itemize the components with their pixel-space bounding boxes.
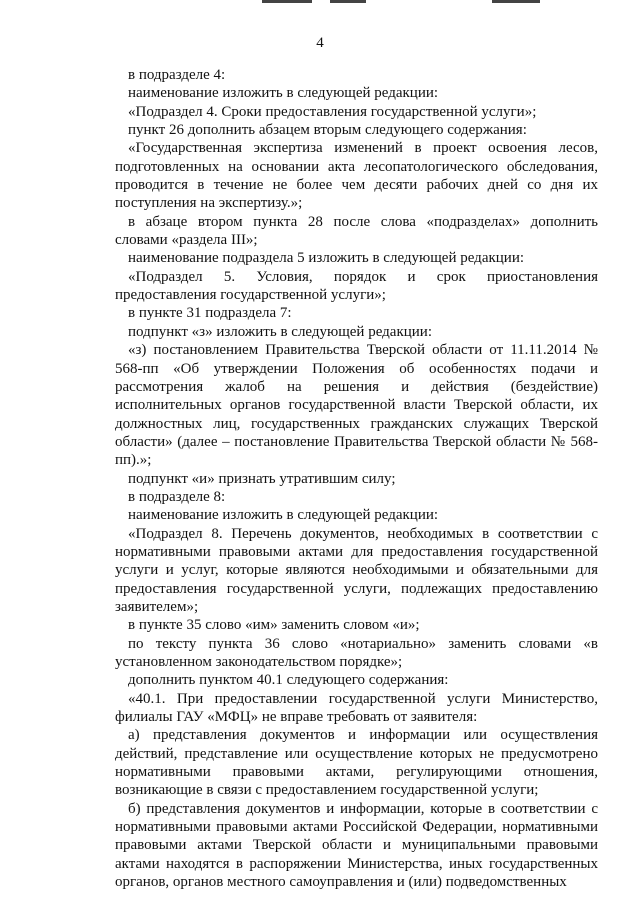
paragraph: в абзаце втором пункта 28 после слова «подразделах» дополнить словами «раздела III»; [115, 213, 598, 249]
paragraph: наименование подраздела 5 изложить в следующей редакции: [128, 250, 525, 267]
paragraph: наименование изложить в следующей редакции: [128, 85, 439, 102]
paragraph: б) представления документов и информации, которые в соответствии с нормативными правовыми актами Российской Федерации, нормативными правовыми актами Тверской области и муниципальными правовыми актами находятся в распоряжении Министерства, иных государственных органов, органов местного самоуправления и (или) подведомственных [115, 800, 598, 891]
paragraph: в пункте 35 слово «им» заменить словом «и»; [128, 617, 420, 634]
page-number: 4 [316, 35, 324, 51]
scan-top-edge-marks [0, 0, 640, 6]
paragraph: в пункте 31 подраздела 7: [128, 305, 292, 322]
paragraph: по тексту пункта 36 слово «нотариально» заменить словами «в установленном законодательством порядке»; [115, 635, 598, 670]
paragraph: «40.1. При предоставлении государственной услуги Министерство, филиалы ГАУ «МФЦ» не вправе требовать от заявителя: [115, 690, 598, 726]
paragraph: подпункт «и» признать утратившим силу; [128, 470, 396, 487]
paragraph: дополнить пунктом 40.1 следующего содержания: [128, 672, 449, 689]
paragraph: «Подраздел 8. Перечень документов, необходимых в соответствии с нормативными правовыми актами для предоставления государственной услуги и услуг, которые являются необходимыми и обязательными для предоставления государственной услуги, подлежащих предоставлению заявителем»; [115, 525, 598, 615]
paragraph: а) представления документов и информации или осуществления действий, представление или осуществление которых не предусмотрено нормативными правовыми актами, регулирующими отношения, возникающие в связи с предоставлением государственной услуги; [115, 727, 598, 799]
paragraph: в подразделе 4: [128, 67, 226, 83]
paragraph: «Подраздел 5. Условия, порядок и срок приостановления предоставления государственной услуги»; [115, 268, 598, 304]
paragraph: наименование изложить в следующей редакции: [128, 507, 439, 524]
paragraph: подпункт «з» изложить в следующей редакции: [128, 323, 432, 340]
paragraph: «Подраздел 4. Сроки предоставления государственной услуги»; [128, 103, 537, 120]
paragraph: «з) постановлением Правительства Тверской области от 11.11.2014 № 568-пп «Об утверждении Положения об особенностях подачи и рассмотрения жалоб на решения и действия (бездействие) исполнительных органов государственной власти Тверской области, их должностных лиц, государственных гражданских служащих Тверской области» (далее – постановление Правительства Тверской области № 568-пп).»; [115, 342, 598, 469]
paragraph: «Государственная экспертиза изменений в проект освоения лесов, подготовленных на основании акта лесопатологического обследования, проводится в течение не более чем десяти рабочих дней со дня их поступления на экспертизу.»; [115, 140, 598, 212]
document-body [115, 66, 598, 891]
paragraph: пункт 26 дополнить абзацем вторым следующего содержания: [128, 122, 527, 139]
paragraph: в подразделе 8: [128, 488, 226, 505]
